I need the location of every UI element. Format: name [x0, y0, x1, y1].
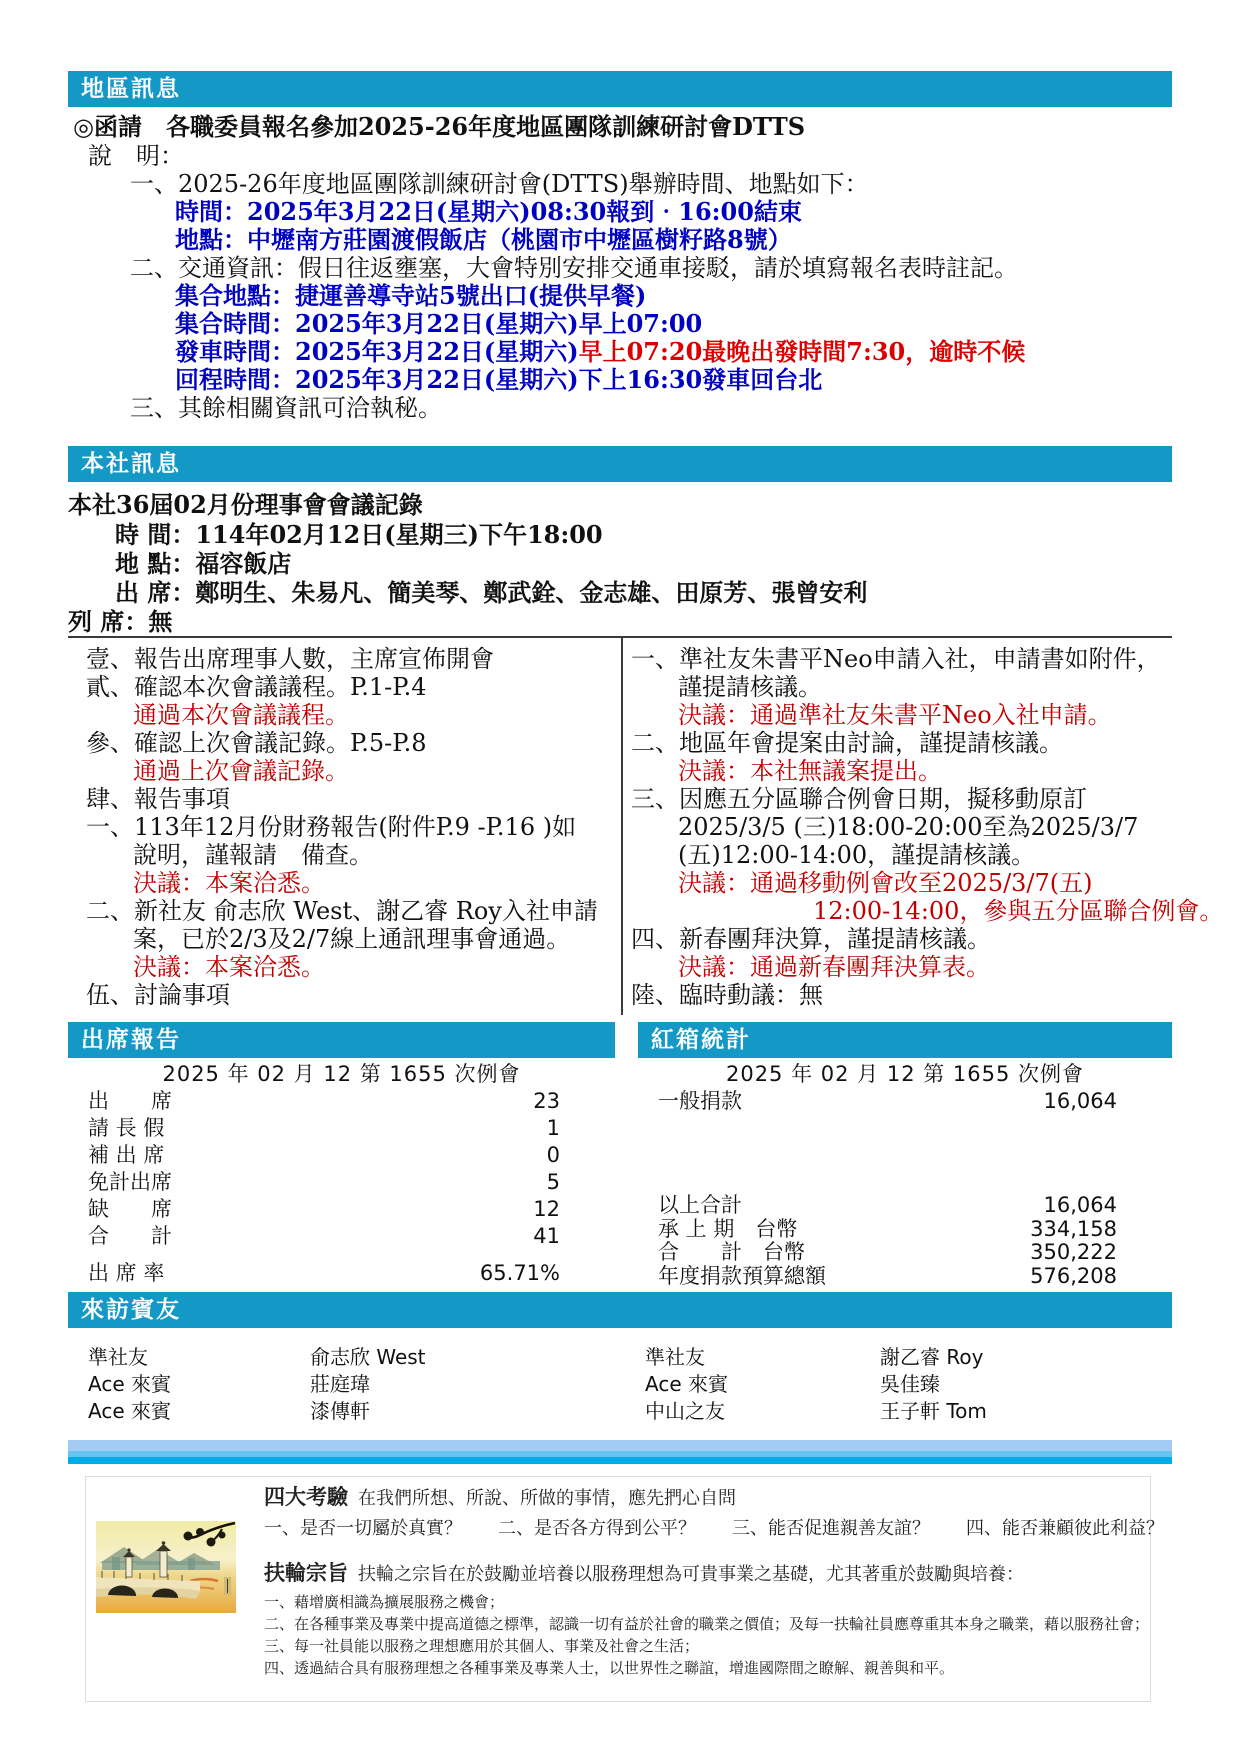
- row-value: 41: [533, 1224, 560, 1248]
- minutes-line: 貳、確認本次會議議程。P.1-P.4: [86, 673, 427, 701]
- guest-row: [68, 1371, 1172, 1398]
- redbox-spacer: [638, 1115, 1172, 1194]
- district-explain-label: 說 明：: [88, 142, 184, 170]
- four-way-test-line: [264, 1485, 1136, 1511]
- guest-type: Ace 來賓: [645, 1372, 728, 1396]
- row-label: 出 席 率: [88, 1261, 165, 1285]
- guest-name: 莊庭瑋: [310, 1372, 370, 1396]
- minutes-line: 說明，謹報請 備查。: [133, 841, 373, 869]
- district-news-section: [68, 112, 1178, 422]
- guest-name: 吳佳臻: [880, 1372, 940, 1396]
- guest-type: 準社友: [645, 1345, 705, 1369]
- rotary-purpose-list: [264, 1591, 1150, 1679]
- row-value: 350,222: [1030, 1240, 1117, 1264]
- attendance-row: [68, 1169, 615, 1196]
- district-meet-place: 集合地點：捷運善導寺站5號出口(提供早餐): [175, 281, 647, 310]
- row-label: 年度捐款預算總額: [658, 1263, 826, 1288]
- guest-name: 謝乙睿 Roy: [880, 1345, 984, 1369]
- minutes-block: [68, 636, 1224, 1015]
- meeting-present: 出 席：鄭明生、朱易凡、簡美琴、鄭武銓、金志雄、田原芳、張曾安利: [115, 578, 868, 607]
- minutes-line: 案，已於2/3及2/7線上通訊理事會通過。: [133, 925, 571, 953]
- minutes-line: 2025/3/5 (三)18:00-20:00至為2025/3/7: [678, 813, 1139, 841]
- row-label: 出 席: [88, 1089, 172, 1113]
- minutes-left-column: [86, 645, 611, 1009]
- minutes-resolution: 決議：通過移動例會改至2025/3/7(五): [678, 869, 1093, 897]
- row-value: 5: [546, 1170, 560, 1194]
- rotary-purpose-intro: 扶輪之宗旨在於鼓勵並培養以服務理想為可貴事業之基礎，尤其著重於鼓勵與培養：: [358, 1564, 1024, 1585]
- attendance-row: [68, 1115, 615, 1142]
- rotary-purpose-item: 一、藉增廣相識為擴展服務之機會；: [264, 1593, 505, 1611]
- district-item-2: 二、交通資訊：假日往返壅塞，大會特別安排交通車接駁，請於填寫報名表時註記。: [130, 254, 1018, 282]
- minutes-line: 肆、報告事項: [86, 785, 230, 813]
- redbox-row: [638, 1218, 1172, 1242]
- row-value: 12: [533, 1197, 560, 1221]
- district-depart-warning: 早上07:20最晚出發時間7:30，逾時不候: [578, 337, 1026, 366]
- minutes-line: 參、確認上次會議記錄。P.5-P.8: [86, 729, 427, 757]
- row-label: 合 計: [88, 1224, 172, 1248]
- district-return-time: 回程時間：2025年3月22日(星期六)下上16:30發車回台北: [175, 365, 823, 394]
- district-item-1: 一、2025-26年度地區團隊訓練研討會(DTTS)舉辦時間、地點如下：: [130, 170, 869, 198]
- row-label: 免計出席: [88, 1170, 172, 1194]
- footer-box: [85, 1476, 1164, 1702]
- minutes-resolution: 決議：本案洽悉。: [133, 953, 325, 981]
- district-depart-time: [175, 338, 1178, 366]
- guests-header-bar: 來訪賓友: [68, 1292, 1172, 1328]
- rotary-purpose-line: [264, 1561, 1136, 1587]
- attendance-header-bar: 出席報告: [68, 1022, 615, 1058]
- minutes-right-column: [631, 645, 1224, 1009]
- redbox-report: [638, 1060, 1172, 1288]
- minutes-resolution: 決議：通過新春團拜決算表。: [678, 953, 990, 981]
- attendance-meeting-title: 2025 年 02 月 12 第 1655 次例會: [162, 1062, 521, 1086]
- row-label: 以上合計: [658, 1193, 742, 1217]
- redbox-row: [638, 1194, 1172, 1218]
- rotary-purpose-item: 四、透過結合具有服務理想之各種事業及專業人士，以世界性之聯誼，增進國際間之瞭解、親善與和平。: [264, 1659, 955, 1677]
- minutes-resolution: 決議：本案洽悉。: [133, 869, 325, 897]
- meeting-observers: 列 席：無: [68, 607, 173, 636]
- minutes-resolution: 12:00-14:00，參與五分區聯合例會。: [813, 897, 1224, 925]
- redbox-meeting-title: 2025 年 02 月 12 第 1655 次例會: [725, 1062, 1085, 1086]
- district-event-time: 時間：2025年3月22日(星期六)08:30報到‧16:00結束: [175, 197, 802, 226]
- minutes-line: 壹、報告出席理事人數，主席宣佈開會: [86, 645, 494, 673]
- minutes-line: 三、因應五分區聯合例會日期，擬移動原訂: [631, 785, 1087, 813]
- minutes-line: 謹提請核議。: [678, 673, 822, 701]
- district-news-title: ◎函請 各職委員報名參加2025-26年度地區團隊訓練研討會DTTS: [73, 112, 806, 141]
- gradient-divider-band: [68, 1440, 1172, 1464]
- minutes-line: 陸、臨時動議：無: [631, 981, 823, 1009]
- four-way-test-items: 一、是否一切屬於真實？ 二、是否各方得到公平？ 三、能否促進親善友誼？ 四、能否兼顧彼此利益？: [264, 1518, 1164, 1539]
- rotary-purpose-item: 二、在各種事業及專業中提高道德之標準，認識一切有益於社會的職業之價值；及每一扶輪社員應尊重其本身之職業，藉以服務社會；: [264, 1615, 1150, 1633]
- attendance-row: [68, 1142, 615, 1169]
- four-way-test-title: 四大考驗: [264, 1485, 348, 1509]
- meeting-time: 時 間：114年02月12日(星期三)下午18:00: [115, 520, 603, 549]
- four-way-test-intro: 在我們所想、所說、所做的事情，應先捫心自問: [358, 1488, 736, 1509]
- row-label: 合 計 台幣: [658, 1240, 805, 1264]
- minutes-line: 一、113年12月份財務報告(附件P.9 -P.16 )如: [86, 813, 577, 841]
- row-value: 334,158: [1030, 1216, 1117, 1241]
- minutes-resolution: 決議：本社無議案提出。: [678, 757, 942, 785]
- row-label: 承 上 期 台幣: [658, 1216, 798, 1241]
- minutes-resolution: 通過上次會議記錄。: [133, 757, 349, 785]
- row-value: 16,064: [1043, 1089, 1117, 1113]
- minutes-line: (五)12:00-14:00，謹提請核議。: [678, 841, 1036, 869]
- attendance-row: [68, 1223, 615, 1250]
- row-value: 0: [546, 1143, 560, 1167]
- row-label: 一般捐款: [658, 1089, 742, 1113]
- guest-name: 王子軒 Tom: [880, 1399, 987, 1423]
- row-label: 補 出 席: [88, 1143, 165, 1167]
- minutes-resolution: 決議：通過準社友朱書平Neo入社申請。: [678, 701, 1112, 729]
- guest-row: [68, 1344, 1172, 1371]
- attendance-rate-row: [68, 1260, 615, 1287]
- district-depart-prefix: 發車時間：2025年3月22日(星期六): [175, 337, 579, 366]
- district-meet-time: 集合時間：2025年3月22日(星期六)早上07:00: [175, 309, 703, 338]
- rotary-purpose-title: 扶輪宗旨: [264, 1561, 348, 1585]
- guests-section: [68, 1344, 1172, 1425]
- divider-stripe-dark: [68, 1457, 1172, 1464]
- row-label: 缺 席: [88, 1197, 172, 1221]
- row-value: 1: [546, 1116, 560, 1140]
- column-divider-line: [621, 638, 623, 1015]
- row-value: 65.71%: [479, 1261, 560, 1285]
- minutes-line: 二、新社友 俞志欣 West、謝乙睿 Roy入社申請: [86, 897, 598, 925]
- guest-type: Ace 來賓: [88, 1372, 171, 1396]
- attendance-row: [68, 1088, 615, 1115]
- divider-stripe-light: [68, 1440, 1172, 1451]
- row-value: 16,064: [1043, 1193, 1117, 1217]
- minutes-resolution: 通過本次會議議程。: [133, 701, 349, 729]
- district-news-header-bar: 地區訊息: [68, 71, 1172, 107]
- guest-row: [68, 1398, 1172, 1425]
- guest-type: Ace 來賓: [88, 1399, 171, 1423]
- redbox-row: [638, 1241, 1172, 1265]
- row-label: 請 長 假: [88, 1116, 165, 1140]
- meeting-place: 地 點：福容飯店: [115, 549, 292, 578]
- guest-type: 中山之友: [645, 1399, 725, 1423]
- redbox-row: [638, 1265, 1172, 1289]
- redbox-header-bar: 紅箱統計: [638, 1022, 1172, 1058]
- club-news-header-bar: 本社訊息: [68, 446, 1172, 482]
- redbox-row: [638, 1088, 1172, 1115]
- bridge-woodblock-print-image: [96, 1521, 236, 1613]
- guest-name: 漆傳軒: [310, 1399, 370, 1423]
- attendance-report: [68, 1060, 615, 1287]
- row-value: 576,208: [1030, 1263, 1117, 1288]
- district-item-3: 三、其餘相關資訊可洽執秘。: [130, 394, 442, 422]
- club-news-section: [68, 490, 1178, 636]
- rotary-purpose-item: 三、每一社員能以服務之理想應用於其個人、事業及社會之生活；: [264, 1637, 700, 1655]
- minutes-line: 一、準社友朱書平Neo申請入社，申請書如附件，: [631, 645, 1161, 673]
- district-event-place: 地點：中壢南方莊園渡假飯店（桃園市中壢區樹籽路8號）: [175, 225, 792, 254]
- minutes-line: 四、新春團拜決算，謹提請核議。: [631, 925, 991, 953]
- guest-type: 準社友: [88, 1345, 148, 1369]
- minutes-line: 二、地區年會提案由討論，謹提請核議。: [631, 729, 1063, 757]
- guest-name: 俞志欣 West: [310, 1345, 426, 1369]
- footer-text-block: [264, 1485, 1164, 1679]
- attendance-row: [68, 1196, 615, 1223]
- meeting-record-title: 本社36屆02月份理事會會議記錄: [68, 490, 423, 519]
- row-value: 23: [533, 1089, 560, 1113]
- minutes-line: 伍、討論事項: [86, 981, 230, 1009]
